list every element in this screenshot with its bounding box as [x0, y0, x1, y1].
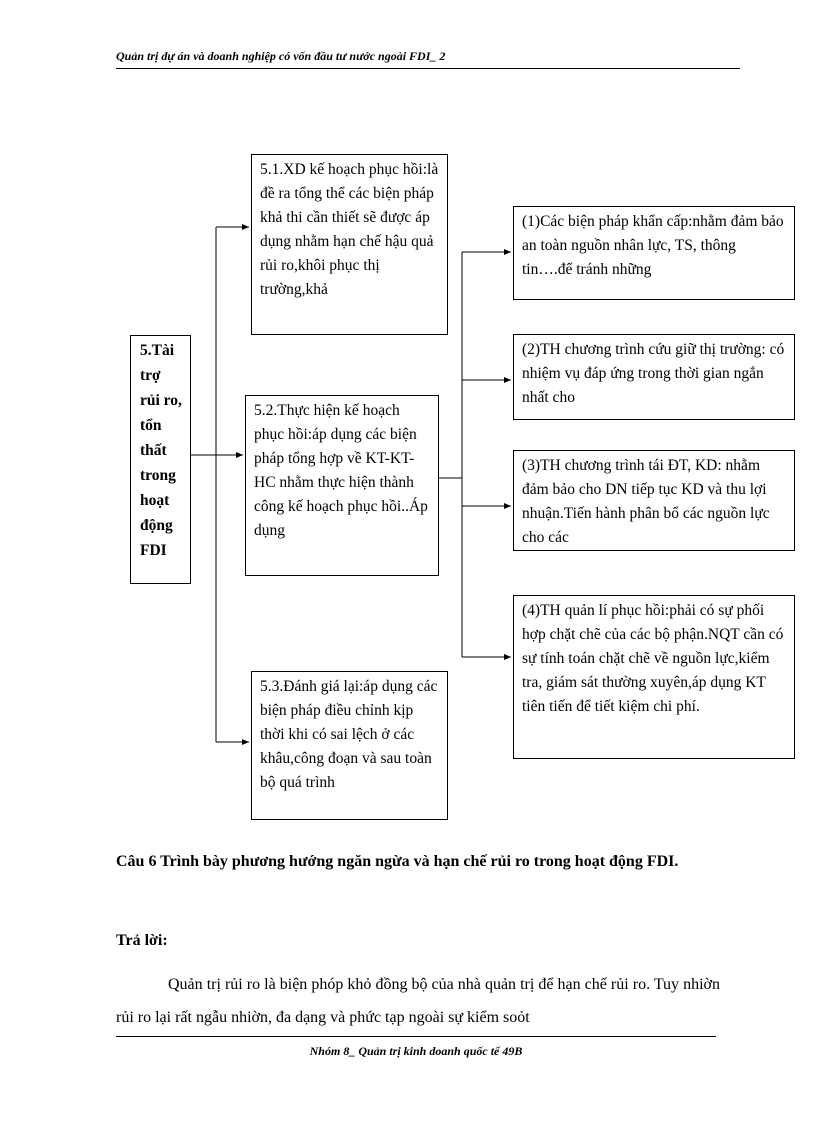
- question-heading: Câu 6 Trình bày phương hướng ngăn ngừa và hạn chế rủi ro trong hoạt động FDI.: [116, 853, 679, 870]
- page-footer: Nhóm 8_ Quản trị kinh doanh quốc tế 49B: [309, 1044, 523, 1058]
- level1-node-5-3: 5.3.Đánh giá lại:áp dụng các biện pháp điều chỉnh kịp thời khi có sai lệch ở các khâu,công đoạn và sau toàn bộ quá trình: [251, 671, 448, 820]
- root-node: 5.Tài trợ rủi ro, tổn thất trong hoạt động FDI: [130, 335, 191, 584]
- footer-rule: [116, 1036, 716, 1037]
- level1-node-5-2: 5.2.Thực hiện kế hoạch phục hồi:áp dụng các biện pháp tổng hợp về KT-KT-HC nhằm thực hiện thành công kế hoạch phục hồi..Áp dụng: [245, 395, 439, 576]
- answer-label: Trả lời:: [116, 932, 168, 949]
- level2-node-4: (4)TH quản lí phục hồi:phải có sự phối hợp chặt chẽ của các bộ phận.NQT cần có sự tính toán chặt chẽ về nguồn lực,kiểm tra, giám sát thường xuyên,áp dụng KT tiên tiến để tiết kiệm chi phí.: [513, 595, 795, 759]
- answer-paragraph: Quản trị rủi ro là biện phóp khỏ đồng bộ của nhà quản trị để hạn chế rủi ro. Tuy nhiờn rủi ro lại rất ngẫu nhiờn, đa dạng và phức tạp ngoài sự kiểm soỏt: [116, 976, 720, 1026]
- level2-node-1: (1)Các biện pháp khẩn cấp:nhằm đảm bảo an toàn nguồn nhân lực, TS, thông tin….để tránh những: [513, 206, 795, 300]
- level2-node-3: (3)TH chương trình tái ĐT, KD: nhằm đảm bảo cho DN tiếp tục KD và thu lợi nhuận.Tiến hành phân bổ các nguồn lực cho các: [513, 450, 795, 551]
- level2-node-2: (2)TH chương trình cứu giữ thị trường: có nhiệm vụ đáp ứng trong thời gian ngắn nhất cho: [513, 334, 795, 420]
- page-header: Quản trị dự án và doanh nghiệp có vốn đầu tư nước ngoài FDI_ 2: [116, 49, 446, 63]
- level1-node-5-1: 5.1.XD kế hoạch phục hồi:là đề ra tổng thể các biện pháp khả thi cần thiết sẽ được áp dụng nhằm hạn chế hậu quả rủi ro,khôi phục thị trường,khả: [251, 154, 448, 335]
